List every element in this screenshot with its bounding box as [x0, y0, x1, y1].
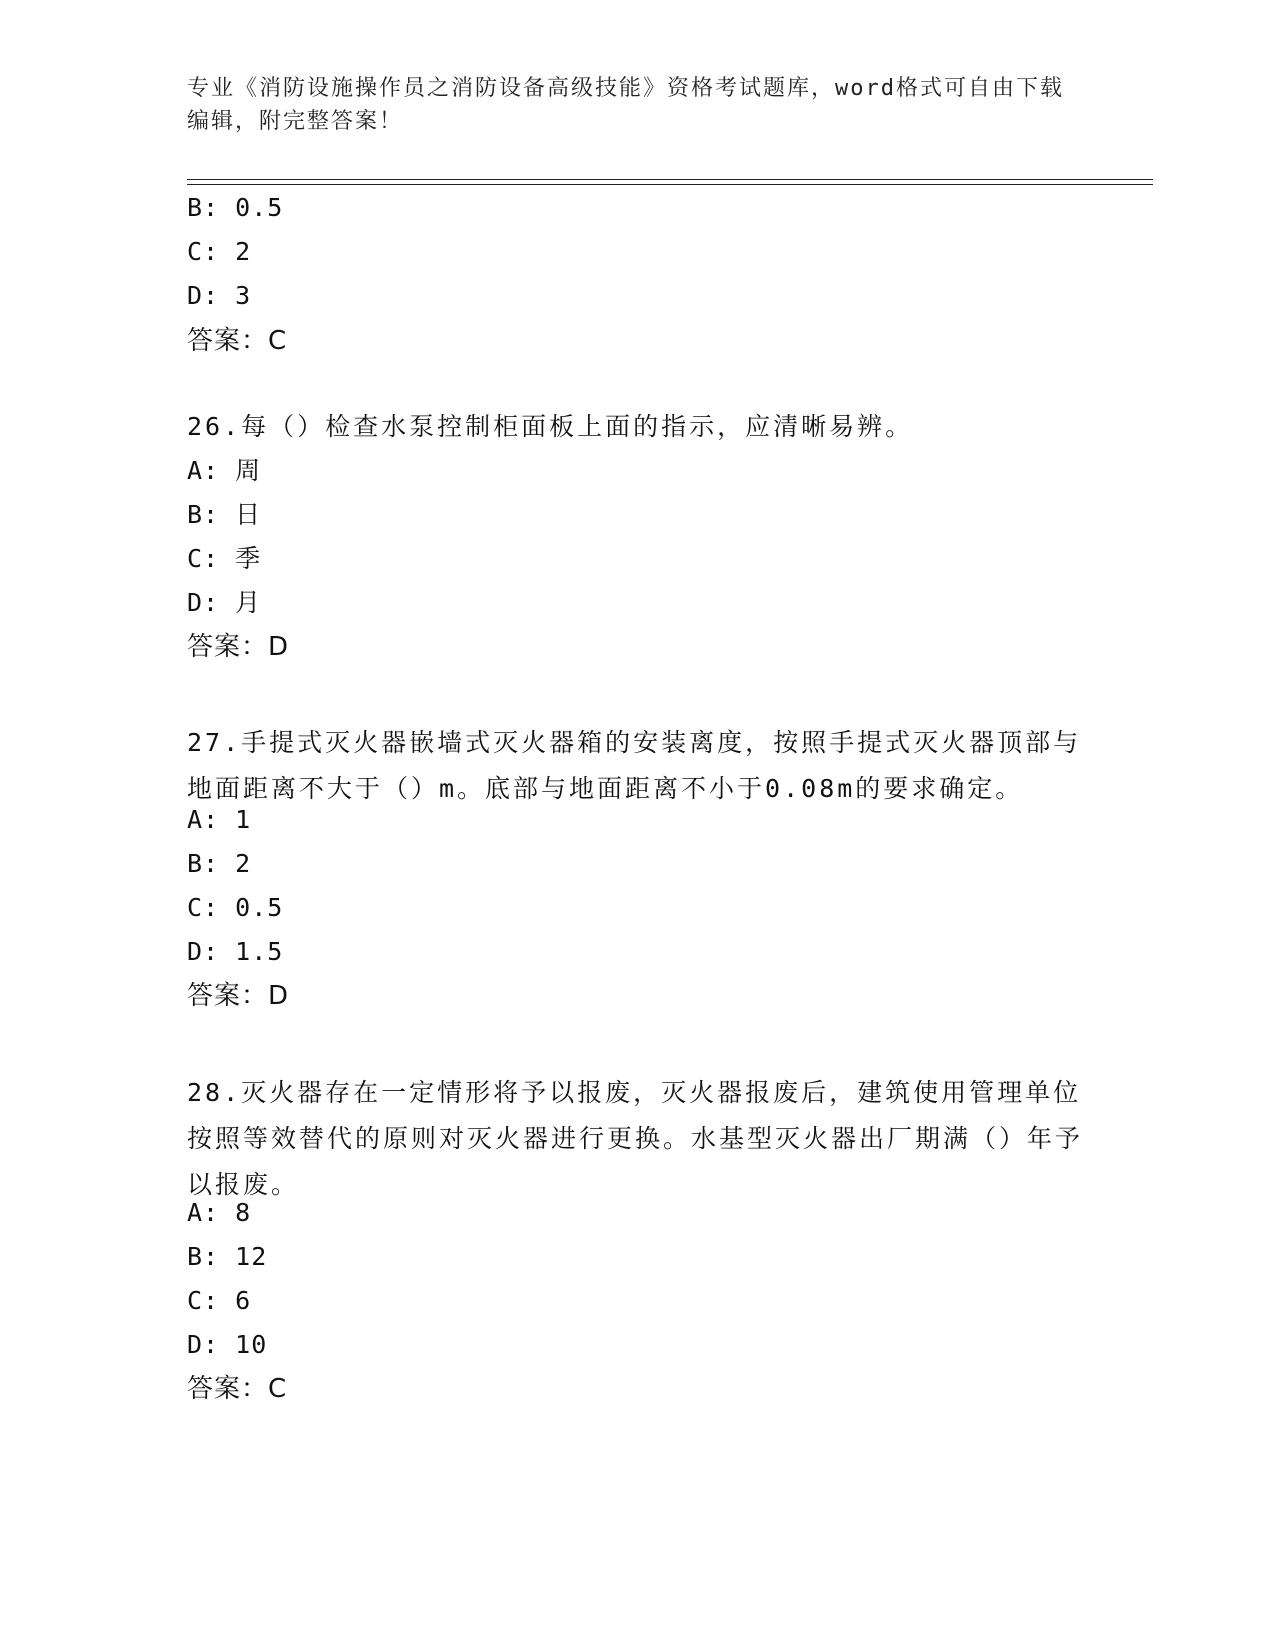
q27-answer: 答案：D — [187, 981, 290, 1011]
q27-option-c: C: 0.5 — [187, 893, 284, 922]
q28-option-b: B: 12 — [187, 1242, 268, 1271]
q28-option-c: C: 6 — [187, 1286, 252, 1315]
q25-option-c: C: 2 — [187, 237, 252, 266]
q26-option-d: D: 月 — [187, 588, 262, 617]
q26-text: 26.每（）检查水泵控制柜面板上面的指示，应清晰易辨。 — [187, 412, 914, 441]
page-header: 专业《消防设施操作员之消防设备高级技能》资格考试题库，word格式可自由下载编辑，附完整答案！ — [187, 76, 1064, 134]
q27-option-b: B: 2 — [187, 849, 252, 878]
header-rule-top — [187, 179, 1153, 180]
q26-option-b: B: 日 — [187, 500, 262, 529]
q26-answer: 答案：D — [187, 632, 290, 662]
q28-option-a: A: 8 — [187, 1198, 252, 1227]
q25-option-d: D: 3 — [187, 281, 252, 310]
q27-option-d: D: 1.5 — [187, 937, 284, 966]
q28-text: 28.灭火器存在一定情形将予以报废，灭火器报废后，建筑使用管理单位按照等效替代的原则对灭火器进行更换。水基型灭火器出厂期满（）年予以报废。 — [187, 1078, 1084, 1199]
q25-option-b: B: 0.5 — [187, 193, 284, 222]
q26-option-c: C: 季 — [187, 544, 262, 573]
q28-option-d: D: 10 — [187, 1330, 268, 1359]
q25-answer: 答案：C — [187, 326, 288, 356]
q28-answer: 答案：C — [187, 1374, 288, 1404]
q26-option-a: A: 周 — [187, 456, 262, 485]
q27-text: 27.手提式灭火器嵌墙式灭火器箱的安装离度，按照手提式灭火器顶部与地面距离不大于（）m。底部与地面距离不小于0.08m的要求确定。 — [187, 728, 1082, 803]
header-rule-bottom — [187, 184, 1153, 185]
q27-option-a: A: 1 — [187, 805, 252, 834]
